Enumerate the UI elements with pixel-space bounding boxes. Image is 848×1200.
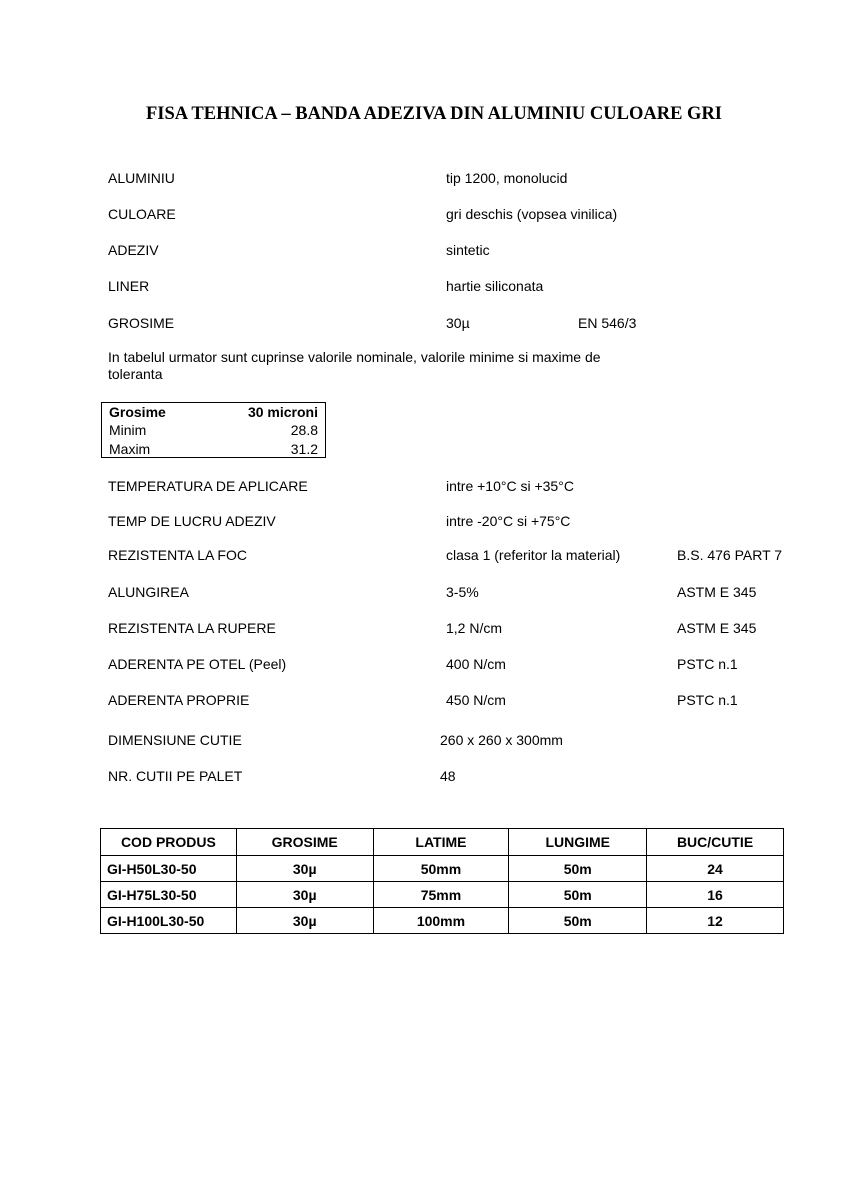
table-cell: 50mm <box>373 856 509 882</box>
product-table-header-row <box>101 829 784 856</box>
tolerance-row-value: 28.8 <box>290 422 318 438</box>
spec-value-culoare: gri deschis (vopsea vinilica) <box>446 206 618 222</box>
spec-value-temp-lucru: intre -20°C si +75°C <box>446 513 571 529</box>
spec-value-rezistenta-rupere: 1,2 N/cm <box>446 620 503 636</box>
spec-label-temp-lucru: TEMP DE LUCRU ADEZIV <box>108 513 276 529</box>
table-cell: 30µ <box>236 856 373 882</box>
tolerance-row-value: 31.2 <box>290 441 318 457</box>
spec-standard-aderenta-otel: PSTC n.1 <box>677 656 738 672</box>
table-cell: 50m <box>509 908 647 934</box>
spec-label-adeziv: ADEZIV <box>108 242 159 258</box>
spec-standard-rezistenta-foc: B.S. 476 PART 7 <box>677 547 783 563</box>
table-cell: 50m <box>509 882 647 908</box>
product-table <box>100 828 784 934</box>
spec-label-rezistenta-rupere: REZISTENTA LA RUPERE <box>108 620 276 636</box>
spec-standard-grosime: EN 546/3 <box>578 315 637 331</box>
product-code-cell: GI-H100L30-50 <box>101 908 237 934</box>
spec-label-aderenta-otel: ADERENTA PE OTEL (Peel) <box>108 656 287 672</box>
spec-value-temp-aplicare: intre +10°C si +35°C <box>446 478 574 494</box>
spec-value-rezistenta-foc: clasa 1 (referitor la material) <box>446 547 621 563</box>
packaging-value-cutii-palet: 48 <box>440 768 456 784</box>
packaging-value-dimensiune: 260 x 260 x 300mm <box>440 732 563 748</box>
table-cell: 16 <box>647 882 784 908</box>
product-code-cell: GI-H50L30-50 <box>101 856 237 882</box>
spec-standard-aderenta-proprie: PSTC n.1 <box>677 692 738 708</box>
table-row <box>101 856 784 882</box>
packaging-label-cutii-palet: NR. CUTII PE PALET <box>108 768 243 784</box>
spec-value-alungirea: 3-5% <box>446 584 479 600</box>
spec-value-aluminiu: tip 1200, monolucid <box>446 170 568 186</box>
spec-label-alungirea: ALUNGIREA <box>108 584 189 600</box>
tolerance-row-label: Maxim <box>109 441 151 457</box>
tolerance-table <box>101 402 326 458</box>
spec-value-aderenta-proprie: 450 N/cm <box>446 692 506 708</box>
intro-note: In tabelul urmator sunt cuprinse valorile nominale, valorile minime si maxime de toleranta <box>108 349 601 382</box>
spec-label-aluminiu: ALUMINIU <box>108 170 175 186</box>
tolerance-row <box>109 441 318 459</box>
table-cell: 50m <box>509 856 647 882</box>
spec-label-culoare: CULOARE <box>108 206 176 222</box>
table-cell: 100mm <box>373 908 509 934</box>
column-header: LATIME <box>373 829 509 856</box>
spec-value-aderenta-otel: 400 N/cm <box>446 656 506 672</box>
table-cell: 24 <box>647 856 784 882</box>
spec-value-adeziv: sintetic <box>446 242 490 258</box>
spec-label-temp-aplicare: TEMPERATURA DE APLICARE <box>108 478 308 494</box>
tolerance-row <box>109 422 318 440</box>
column-header: BUC/CUTIE <box>647 829 784 856</box>
packaging-label-dimensiune: DIMENSIUNE CUTIE <box>108 732 242 748</box>
table-cell: 12 <box>647 908 784 934</box>
product-code-cell: GI-H75L30-50 <box>101 882 237 908</box>
column-header: LUNGIME <box>509 829 647 856</box>
table-cell: 30µ <box>236 882 373 908</box>
table-cell: 75mm <box>373 882 509 908</box>
tolerance-row-label: Minim <box>109 422 147 438</box>
tolerance-header-row <box>109 404 318 422</box>
spec-standard-rezistenta-rupere: ASTM E 345 <box>677 620 757 636</box>
tolerance-header-label: Grosime <box>109 404 166 420</box>
spec-label-rezistenta-foc: REZISTENTA LA FOC <box>108 547 247 563</box>
spec-label-grosime: GROSIME <box>108 315 175 331</box>
tolerance-header-value: 30 microni <box>247 404 318 420</box>
table-cell: 30µ <box>236 908 373 934</box>
spec-label-liner: LINER <box>108 278 150 294</box>
table-row <box>101 908 784 934</box>
spec-label-aderenta-proprie: ADERENTA PROPRIE <box>108 692 250 708</box>
column-header: GROSIME <box>236 829 373 856</box>
spec-standard-alungirea: ASTM E 345 <box>677 584 757 600</box>
column-header: COD PRODUS <box>101 829 237 856</box>
spec-value-liner: hartie siliconata <box>446 278 544 294</box>
spec-value-grosime: 30µ <box>446 315 470 331</box>
table-row <box>101 882 784 908</box>
document-title: FISA TEHNICA – BANDA ADEZIVA DIN ALUMINIU CULOARE GRI <box>145 104 723 124</box>
